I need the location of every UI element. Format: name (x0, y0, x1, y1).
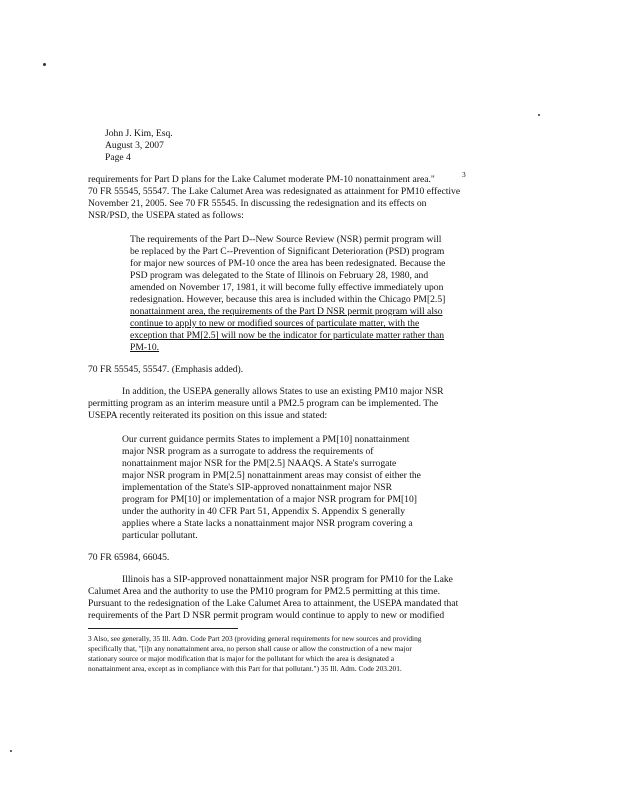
page-number: Page 4 (105, 152, 131, 163)
footnote-marker: 3 (462, 170, 466, 179)
addressee-name: John J. Kim, Esq. (105, 128, 173, 139)
citation: 70 FR 55545, 55547. (Emphasis added). (88, 364, 244, 375)
scan-speck (538, 114, 540, 116)
footnote-line: stationary source or major modification that is major for the pollutant for which the area is designated a (88, 654, 395, 663)
quote-line: amended on November 17, 1981, it will become fully effective immediately upon (130, 282, 444, 293)
scan-speck (10, 750, 12, 752)
footnote-line: nonattainment area, except as in compliance with this Part for that pollutant.") 35 Ill. Adm. Code 203.201. (88, 664, 402, 673)
quote-line: nonattainment major NSR for the PM[2.5] NAAQS. A State's surrogate (122, 458, 397, 469)
quote-line: Our current guidance permits States to implement a PM[10] nonattainment (122, 434, 410, 445)
letter-date: August 3, 2007 (105, 140, 164, 151)
quote-line-emphasized: nonattainment area, the requirements of the Part D NSR permit program will also (130, 306, 443, 317)
body-line: In addition, the USEPA generally allows States to use an existing PM10 major NSR (122, 386, 444, 397)
quote-line: be replaced by the Part C--Prevention of Significant Deterioration (PSD) program (130, 246, 445, 257)
quote-line-emphasized: continue to apply to new or modified sources of particulate matter, with the (130, 318, 420, 329)
quote-line-emphasized: exception that PM[2.5] will now be the indicator for particulate matter rather than (130, 330, 445, 341)
body-line: November 21, 2005. See 70 FR 55545. In discussing the redesignation and its effects on (88, 198, 427, 209)
footnote-line: 3 Also, see generally, 35 Ill. Adm. Code Part 203 (providing general requirements for new sources and providing (88, 634, 422, 643)
body-line: requirements for Part D plans for the Lake Calumet moderate PM-10 nonattainment area." (88, 174, 435, 185)
body-line: permitting program as an interim measure until a PM2.5 program can be implemented. The (88, 398, 439, 409)
quote-line: major NSR program as a surrogate to address the requirements of (122, 446, 374, 457)
quote-line: applies where a State lacks a nonattainment major NSR program covering a (122, 518, 413, 529)
footnote-line: specifically that, "[i]n any nonattainment area, no person shall cause or allow the construction of a new major (88, 644, 412, 653)
footnote-separator (88, 628, 238, 629)
citation: 70 FR 65984, 66045. (88, 552, 170, 563)
body-line: NSR/PSD, the USEPA stated as follows: (88, 210, 244, 221)
body-line: requirements of the Part D NSR permit program would continue to apply to new or modified (88, 610, 445, 621)
quote-line-emphasized: PM-10. (130, 342, 160, 353)
quote-line: implementation of the State's SIP-approved nonattainment major NSR (122, 482, 393, 493)
quote-line: PSD program was delegated to the State of Illinois on February 28, 1980, and (130, 270, 429, 281)
quote-line: under the authority in 40 CFR Part 51, Appendix S. Appendix S generally (122, 506, 405, 517)
body-line: USEPA recently reiterated its position on this issue and stated: (88, 410, 328, 421)
body-line: Pursuant to the redesignation of the Lake Calumet Area to attainment, the USEPA mandated that (88, 598, 459, 609)
quote-line: particular pollutant. (122, 530, 198, 541)
body-line: 70 FR 55545, 55547. The Lake Calumet Area was redesignated as attainment for PM10 effective (88, 186, 461, 197)
quote-line: major NSR program in PM[2.5] nonattainment areas may consist of either the (122, 470, 421, 481)
quote-line: The requirements of the Part D--New Source Review (NSR) permit program will (130, 234, 442, 245)
body-line: Calumet Area and the authority to use the PM10 program for PM2.5 permitting at this time. (88, 586, 440, 597)
body-line: Illinois has a SIP-approved nonattainment major NSR program for PM10 for the Lake (122, 574, 453, 585)
quote-line: program for PM[10] or implementation of a major NSR program for PM[10] (122, 494, 417, 505)
quote-line: for major new sources of PM-10 once the area has been redesignated. Because the (130, 258, 446, 269)
quote-line: redesignation. However, because this area is included within the Chicago PM[2.5] (130, 294, 446, 305)
scan-speck (43, 63, 46, 66)
